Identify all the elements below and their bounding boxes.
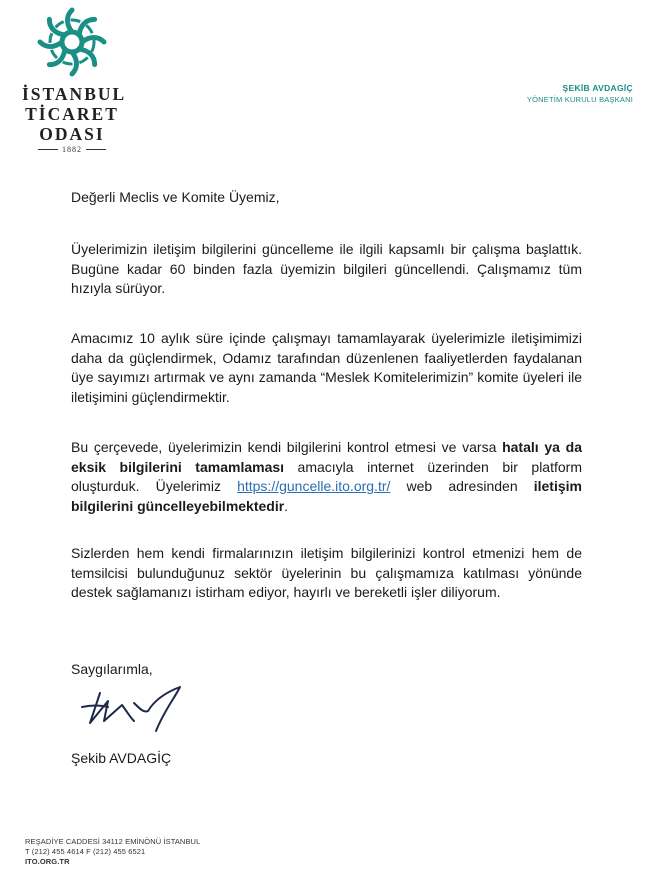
signatory-name: ŞEKİB AVDAGİÇ (562, 83, 633, 93)
closing: Saygılarımla, (71, 661, 153, 677)
footer (25, 837, 200, 867)
salutation: Değerli Meclis ve Komite Üyemiz, (71, 189, 280, 205)
paragraph-4: Sizlerden hem kendi firmalarınızın iletişim bilgilerinizi kontrol etmenizi hem de temsilcisi bulunduğunuz sektör üyelerinin bu çalışmamıza katılması yönünde destek sağlamanızı istirham ediyor, hayırlı ve bereketli işler diliyorum. (71, 545, 582, 600)
paragraph-3-text-1: Bu çerçevede, üyelerimizin kendi bilgilerini kontrol etmesi ve varsa (71, 439, 503, 455)
paragraph-3-text-2: amacıyla internet üzerinden bir platform oluşturduk. Üyelerimiz (71, 458, 582, 494)
logo-line-3: ODASI (39, 124, 105, 144)
logo-rule-right (86, 149, 106, 150)
footer-website[interactable]: ITO.ORG.TR (25, 857, 70, 866)
footer-address: REŞADİYE CADDESİ 34112 EMİNÖNÜ İSTANBUL (25, 837, 201, 846)
paragraph-3-text-3: web adresinden (390, 478, 534, 494)
logo-founded (22, 145, 122, 154)
paragraph-3-bold-1: hatalı ya da eksik bilgilerini tamamlaması (71, 439, 582, 475)
paragraph-3-text-4: . (284, 497, 289, 514)
paragraph-1: Üyelerimizin iletişim bilgilerini güncelleme ile ilgili kapsamlı bir çalışma başlattık. Bugüne kadar 60 binden fazla üyemizin bilgileri güncellendi. Çalışmamız tüm hızıyla sürüyor. (71, 241, 582, 296)
handwritten-signature (78, 683, 188, 740)
logo-rule-left (38, 149, 58, 150)
ito-emblem-icon (36, 6, 108, 78)
update-portal-link[interactable]: https://guncelle.ito.org.tr/ (237, 478, 391, 494)
founded-year: 1882 (62, 145, 82, 154)
signatory-block (527, 83, 633, 104)
signed-name: Şekib AVDAGİÇ (71, 750, 172, 766)
ito-logo (22, 6, 127, 154)
paragraph-2: Amacımız 10 aylık süre içinde çalışmayı tamamlayarak üyelerimizle iletişimimizi daha da güçlendirmek, Odamız tarafından düzenlenen faaliyetlerden faydalanan üye sayımızı artırmak ve aynı zamanda “Meslek Komitelerimizin” komite üyeleri ile iletişimini güçlendirmektir. (71, 330, 582, 405)
footer-phone-fax: T (212) 455 4614 F (212) 455 6521 (25, 847, 146, 856)
logo-line-2: TİCARET (25, 104, 119, 124)
signatory-title: YÖNETİM KURULU BAŞKANI (526, 95, 633, 104)
paragraph-3 (71, 438, 582, 516)
logo-line-1: İSTANBUL (22, 84, 127, 104)
paragraph-3-bold-2: iletişim bilgilerini güncelleyebilmektedir (71, 478, 582, 514)
